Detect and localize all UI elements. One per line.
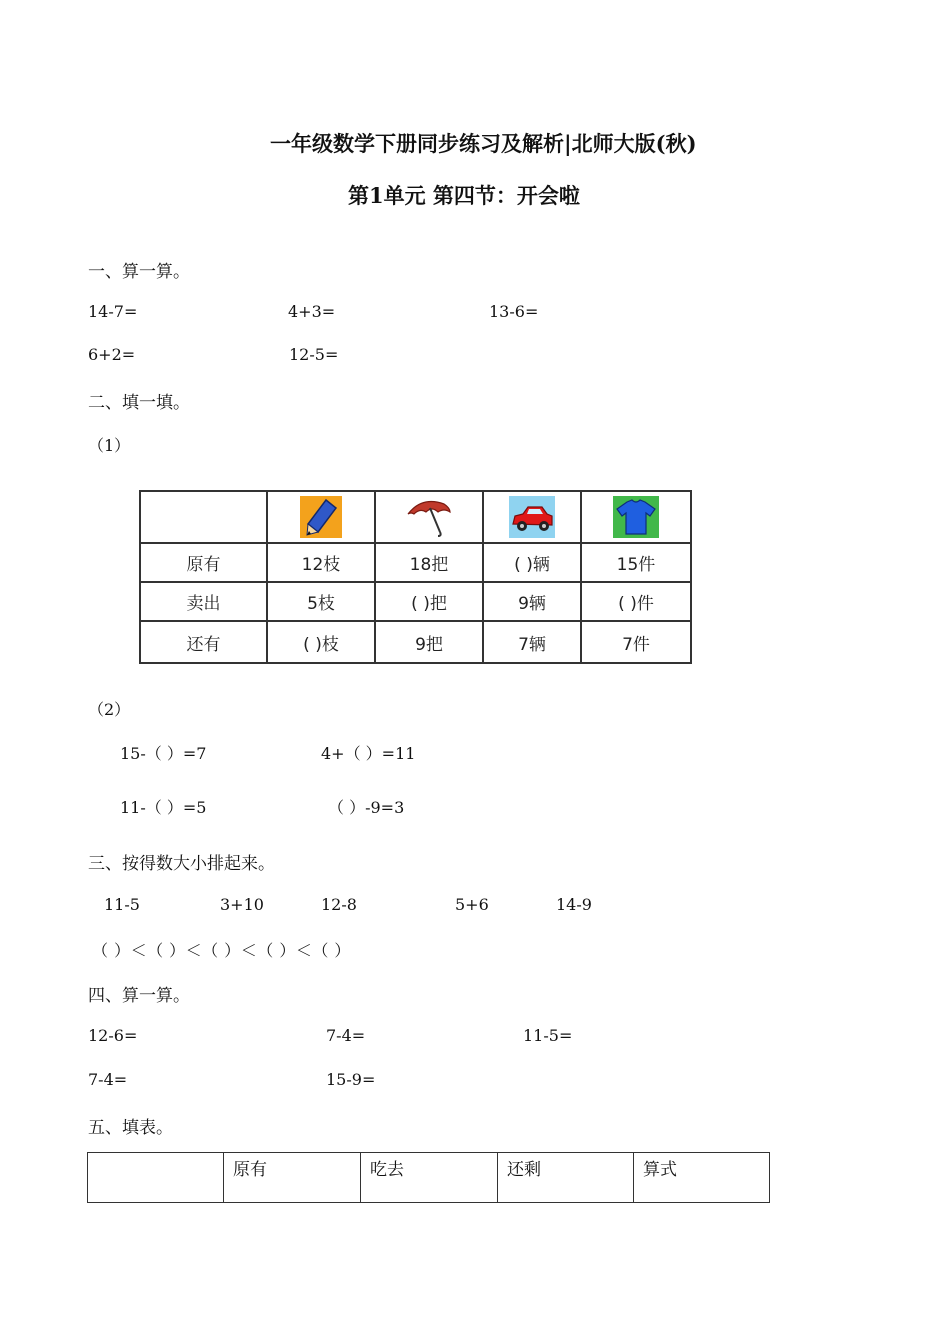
table-cell: 15件	[581, 543, 691, 582]
calc-item: 7-4=	[88, 1070, 128, 1089]
row-label-remaining: 还有	[140, 621, 267, 663]
ordering-blanks: （ ）＜（ ）＜（ ）＜（ ）＜（ ）	[92, 941, 351, 960]
umbrella-icon	[404, 496, 454, 538]
table-corner-cell	[140, 491, 267, 543]
expression-item: 5+6	[455, 895, 489, 914]
row-label-original: 原有	[140, 543, 267, 582]
section-2-heading: 二、填一填。	[88, 393, 190, 413]
calc-item: 14-7=	[88, 302, 138, 321]
calc-item: 13-6=	[489, 302, 539, 321]
equation-item: 15-（ ）=7	[120, 744, 207, 763]
calc-item: 4+3=	[288, 302, 336, 321]
fill-table-header-cell	[88, 1153, 224, 1203]
section-1-heading: 一、算一算。	[88, 262, 190, 282]
row-label-sold: 卖出	[140, 582, 267, 621]
table-cell: ( )枝	[267, 621, 375, 663]
calc-item: 12-5=	[289, 345, 339, 364]
document-subtitle: 第1单元 第四节：开会啦	[348, 183, 580, 208]
fill-table-header-cell: 吃去	[361, 1153, 498, 1203]
table-cell: 12枝	[267, 543, 375, 582]
table-cell: 9辆	[483, 582, 581, 621]
table-header-cell	[483, 491, 581, 543]
calc-item: 7-4=	[326, 1026, 366, 1045]
fill-table-header-cell: 原有	[224, 1153, 361, 1203]
table-cell: ( )件	[581, 582, 691, 621]
part-2-label: （2）	[88, 700, 131, 719]
table-header-cell	[267, 491, 375, 543]
table-cell: 7件	[581, 621, 691, 663]
document-title: 一年级数学下册同步练习及解析|北师大版(秋)	[270, 131, 697, 156]
expression-item: 12-8	[321, 895, 357, 914]
table-cell: 5枝	[267, 582, 375, 621]
expression-item: 3+10	[220, 895, 264, 914]
goods-table	[139, 490, 692, 664]
table-header-cell	[375, 491, 483, 543]
equation-item: 11-（ ）=5	[120, 798, 207, 817]
calc-item: 11-5=	[523, 1026, 573, 1045]
fill-table-header-cell: 还剩	[498, 1153, 634, 1203]
table-cell: 7辆	[483, 621, 581, 663]
table-cell: ( )把	[375, 582, 483, 621]
section-5-heading: 五、填表。	[88, 1118, 173, 1138]
table-header-cell	[581, 491, 691, 543]
car-icon	[509, 496, 555, 538]
pencil-icon	[300, 496, 342, 538]
calc-item: 6+2=	[88, 345, 136, 364]
section-3-heading: 三、按得数大小排起来。	[88, 854, 275, 874]
part-1-label: （1）	[88, 436, 131, 455]
table-cell: ( )辆	[483, 543, 581, 582]
shirt-icon	[613, 496, 659, 538]
equation-item: 4+（ ）=11	[321, 744, 416, 763]
fill-table	[87, 1152, 770, 1203]
table-cell: 9把	[375, 621, 483, 663]
calc-item: 15-9=	[326, 1070, 376, 1089]
calc-item: 12-6=	[88, 1026, 138, 1045]
fill-table-header-cell: 算式	[634, 1153, 770, 1203]
expression-item: 11-5	[104, 895, 140, 914]
equation-item: （ ）-9=3	[328, 798, 405, 817]
expression-item: 14-9	[556, 895, 592, 914]
section-4-heading: 四、算一算。	[88, 986, 190, 1006]
table-cell: 18把	[375, 543, 483, 582]
